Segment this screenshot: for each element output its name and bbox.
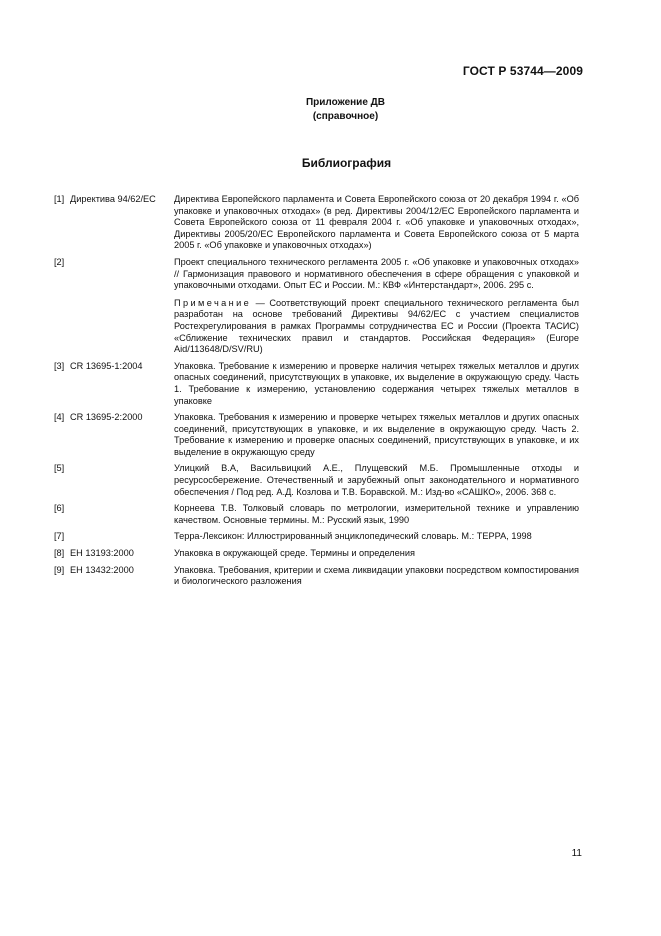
reference-text: Проект специального технического регламента 2005 г. «Об упаковке и упаковочных отходах» // Гармонизация правового и нормативного обеспечения в сфере обращения с упаковкой и упаковочными отходами. Опыт ЕС и России. М.: КВФ «Интерстандарт», 2006. 295 с. [174, 256, 579, 291]
reference-code: ЕН 13432:2000 [70, 564, 134, 575]
annex-heading [0, 96, 661, 124]
reference-body [174, 412, 579, 458]
reference-item-7 [54, 531, 579, 543]
reference-text: Корнеева Т.В. Толковый словарь по метрологии, измерительной технике и управлению качеством. Основные термины. М.: Русский язык, 1990 [174, 503, 579, 525]
reference-number: [1] [54, 194, 65, 204]
reference-note [174, 298, 579, 356]
reference-number: [3] [54, 360, 65, 371]
note-text: — Соответствующий проект специального технического регламента был разработан на основе требований Директивы 94/62/ЕС с участием специалистов Ростехрегулирования в рамках Программы сотрудничества ЕС и России (Проекта ТАСИС) «Сближение технических правил и стандартов. Российская Федерация» (Europe Aid/113648/D/SV/RU) [174, 297, 579, 355]
annex-title: Приложение ДВ [305, 97, 386, 108]
reference-number: [9] [54, 564, 65, 575]
reference-number: [8] [54, 548, 65, 559]
reference-body [174, 463, 579, 498]
page-number: 11 [571, 848, 582, 859]
reference-text: Упаковка. Требования к измерению и проверке четырех тяжелых металлов и других опасных соединений, присутствующих в упаковке, и их выделение в окружающую среду. Часть 2. Требование к измерению и проверке опасных соединений, присутствующих в упаковке, и их выделение в окружающую среду [174, 412, 579, 457]
reference-code [70, 503, 174, 526]
reference-number: [5] [54, 463, 65, 474]
bibliography-list [54, 194, 579, 593]
reference-text: Терра-Лексикон: Иллюстрированный энциклопедический словарь. М.: ТЕРРА, 1998 [174, 531, 532, 542]
bibliography-title-text: Библиография [301, 156, 392, 170]
reference-text: Директива Европейского парламента и Совета Европейского союза от 20 декабря 1994 г. «Об упаковке и упаковочных отходах» (в ред. Директивы 2004/12/ЕС Европейского парламента и Совета Европейского союза от 11 февраля 2004 г. «Об упаковке и упаковочных отходах», Директивы 2005/20/ЕС Европейского парламента и Совета Европейского союза от 5 марта 2005 г. «Об упаковке и упаковочных отходах») [174, 194, 579, 251]
reference-body [174, 194, 579, 252]
reference-item-3 [54, 361, 579, 407]
reference-body [174, 361, 579, 407]
reference-item-6 [54, 503, 579, 526]
standard-code: ГОСТ Р 53744—2009 [462, 64, 583, 78]
reference-number: [4] [54, 412, 65, 423]
reference-number: [7] [54, 531, 65, 542]
reference-body [174, 548, 579, 560]
reference-number: [6] [54, 503, 65, 514]
bibliography-title [0, 156, 661, 170]
reference-code [70, 257, 174, 356]
reference-body [174, 503, 579, 526]
annex-subtitle: (справочное) [312, 111, 379, 122]
reference-item-8 [54, 548, 579, 560]
reference-item-4 [54, 412, 579, 458]
reference-item-5 [54, 463, 579, 498]
reference-code: Директива 94/62/ЕС [70, 194, 156, 204]
reference-text: Улицкий В.А, Васильвицкий А.Е., Плущевский М.Б. Промышленные отходы и ресурсосбережение. Отечественный и зарубежный опыт законодательного и нормативного обеспечения / Под ред. А.Д. Козлова и Т.В. Боравской. М.: Изд-во «САШКО», 2006. 368 с. [174, 463, 579, 497]
note-label: Примечание [174, 297, 252, 308]
reference-item-2 [54, 257, 579, 356]
reference-item-9 [54, 565, 579, 588]
reference-code: ЕН 13193:2000 [70, 548, 134, 559]
reference-body [174, 565, 579, 588]
reference-number: [2] [54, 256, 65, 267]
reference-text: Упаковка. Требование к измерению и проверке наличия четырех тяжелых металлов и других опасных соединений, присутствующих в упаковке, их выделение в окружающую среду. Часть 1. Требование к измерению, установлению содержания четырех тяжелых металлов в упаковке [174, 360, 579, 406]
reference-body [174, 531, 579, 543]
reference-code: CR 13695-2:2000 [70, 412, 143, 423]
reference-text: Упаковка. Требования, критерии и схема ликвидации упаковки посредством компостирования и биологического разложения [174, 564, 579, 587]
reference-code [70, 463, 174, 498]
reference-code: CR 13695-1:2004 [70, 360, 143, 371]
reference-item-1 [54, 194, 579, 252]
reference-code [70, 531, 174, 543]
reference-body [174, 257, 579, 356]
reference-text: Упаковка в окружающей среде. Термины и определения [174, 548, 415, 559]
